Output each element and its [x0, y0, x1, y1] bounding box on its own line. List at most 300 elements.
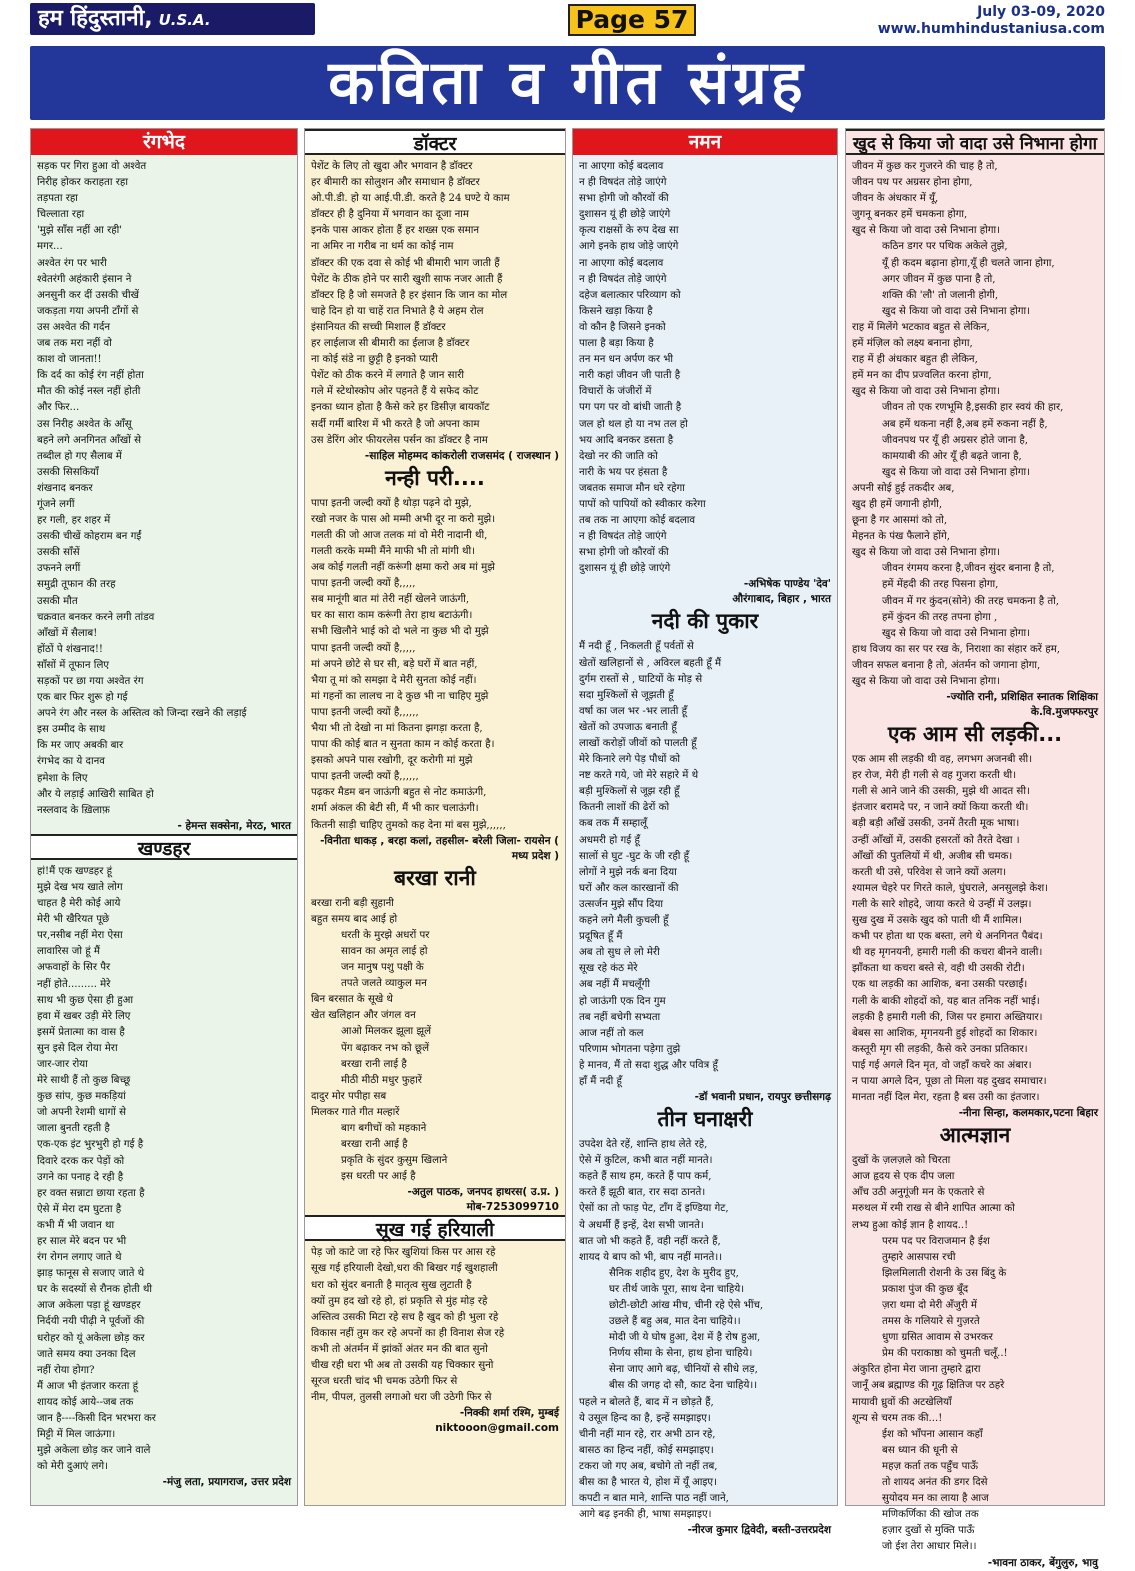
poem-line: जीवन के अंधकार में यूँ,	[852, 193, 939, 205]
poem-line: थी वह मृगनयनी, हमारी गली की कचरा बीनने वाली।	[852, 947, 1043, 959]
poem-line: इनके पास आकर होता हैं हर शख्स एक समान	[311, 225, 480, 237]
brand-suffix: U.S.A.	[158, 11, 211, 29]
poem-credit: -भावना ठाकर, बेंगुलुरु, भावु	[987, 1556, 1098, 1569]
poem-line: चीनी नहीं मान रहे, रार अभी ठान रहे,	[579, 1428, 716, 1440]
poem-title: खण्डहर	[31, 834, 297, 860]
poem-line: निर्णय सीमा के सेना, हाथ होना चाहिये।	[609, 1348, 753, 1360]
poem-line: उसकी साँसें	[37, 547, 80, 559]
poem-line: सड़क पर गिरा हुआ वो अश्वेत	[37, 161, 147, 172]
poem-credit: -मंजु लता, प्रयागराज, उत्तर प्रदेश	[162, 1476, 291, 1489]
poem-line: हाँ मैं नदी हूँ	[579, 1075, 622, 1087]
poem-line: तो शायद अनंत की डगर दिसे	[882, 1477, 988, 1489]
poem-line: झाँकता था कचरा बस्ते से, वही थी उसकी रोटी।	[852, 963, 1025, 975]
poem-line: खुद से किया जो वादा उसे निभाना होगा।	[852, 547, 1000, 559]
poem-line: प्रकाश पुंज की कुछ बूँद	[882, 1283, 969, 1295]
poem-credit: -साहिल मोहम्मद कांकरोली राजसमंद ( राजस्थान )	[364, 449, 559, 462]
poem-line: देखो नर की जाति को	[579, 450, 658, 462]
poem-line: ये उसूल हिन्द का है, इन्हें समझाइए।	[579, 1412, 711, 1424]
poem-line: अब नहीं मैं मचलूँगी	[579, 979, 650, 991]
poem-line: पग पग पर वो बांधी जाती है	[579, 402, 682, 414]
poem-line: जार-जार रोया	[37, 1058, 88, 1070]
poem-line: खुद से किया जो वादा उसे निभाना होगा।	[882, 305, 1030, 317]
poem-line: उत्सर्जन मुझे सौंप दिया	[579, 898, 664, 910]
poem-line: भैया भी तो देखो ना मां कितना झगड़ा करता है,	[311, 723, 483, 734]
poem-line: घर का सारा काम करूंगी तेरा हाथ बटाऊंगी।	[311, 610, 473, 622]
poem-line: जकड़ता गया अपनी टाँगों से	[37, 305, 139, 317]
poem-line: किसने खड़ा किया है	[579, 305, 653, 317]
poem-line: अब तो सुध ले लो मेरी	[579, 947, 660, 959]
column-4	[845, 128, 1105, 1569]
poem-line: वर्षा का जल भर -भर लाती हूँ	[579, 705, 688, 717]
poem-line: चक्रवात बनकर करने लगी तांडव	[37, 611, 155, 623]
poem-line: उसकी मौत	[37, 595, 78, 607]
poem-line: करते हैं झूठी बात, रार सदा ठानते।	[579, 1187, 706, 1199]
poem-line: बिन बरसात के सूखे थे	[311, 994, 393, 1006]
issue-date: July 03-09, 2020	[977, 4, 1105, 20]
poem-title: नदी की पुकार	[651, 609, 759, 634]
poem-line: कि दर्द का कोई रंग नहीं होता	[37, 370, 144, 382]
poem-line: ओ.पी.डी. हो या आई.पी.डी. करते है 24 घण्टे ये काम	[311, 193, 510, 205]
poem-line: बरखा रानी लाई है	[341, 1058, 407, 1070]
poem-line: हर रोज, मेरी ही गली से वह गुजरा करती थी।	[852, 770, 1017, 782]
poem-line: घरों और कल कारखानों की	[579, 882, 679, 894]
poem-line: रखो नजर के पास ओ मम्मी अभी दूर ना करो मुझे।	[311, 513, 496, 525]
poem-line: मायावी ध्रुवों की अटखेलियाँ	[852, 1396, 952, 1408]
poem-line: दहेज बलात्कार परिव्याग को	[579, 289, 681, 301]
poem-line: उसकी चीखें कोहराम बन गईं	[37, 531, 142, 543]
poem-line: पाला है बड़ा किया है	[579, 338, 654, 350]
poem-title: रंगभेद	[31, 129, 297, 155]
poem-line: कितनी लाशों की ढेरों को	[579, 802, 670, 814]
poem-line: सुयोदय मन का लाया है आज	[882, 1493, 989, 1505]
section-banner	[30, 46, 1105, 120]
poem-line: हाथ विजय का सर पर रख के, निराशा का संहार करें हम,	[852, 643, 1060, 655]
poem-line: सैनिक शहीद हुए, देश के मुरीद हुए,	[609, 1267, 739, 1279]
poem-line: जुगनू बनकर हमें चमकना होगा,	[852, 209, 968, 221]
poem-line: सूख गई हरियाली देखो,धरा की बिखर गई खुशहाली	[311, 1263, 498, 1275]
poem-line: इस धरती पर आई है	[341, 1171, 416, 1183]
poem-line: नीम, पीपल, तुलसी लगाओ धरा जी उठेगी फिर से	[311, 1392, 492, 1404]
poem-title: एक आम सी लड़की...	[887, 722, 1063, 747]
poem-line: गली के बाकी शोहदों को, यह बात तनिक नहीं भाई।	[852, 995, 1040, 1007]
poem-credit: -ज्योति रानी, प्रशिक्षित स्नातक शिक्षिका	[946, 691, 1098, 704]
poem-line: अंकुरित होना मेरा जाना तुम्हारे द्वारा	[852, 1364, 981, 1376]
poem-line: हर बीमारी का सोलुशन और समाधान है डॉक्टर	[311, 177, 480, 189]
poem-line: गूंजने लगीं	[37, 498, 75, 510]
poem-line: खुद से किया जो वादा उसे निभाना होगा।	[882, 466, 1030, 478]
poem-line: परम पद पर विराजमान है ईश	[882, 1235, 990, 1247]
poem-line: मां अपने छोटे से घर सी, बड़े घरों में बात नहीं,	[311, 658, 478, 670]
poem-line: पढ़कर मैडम बन जाऊंगी बहुत से नोट कमाऊंगी,	[311, 787, 487, 799]
poem-line: अनसुनी कर दीं उसकी चीखें	[37, 289, 139, 301]
poem-line: शायद कोई आये--जब तक	[37, 1396, 134, 1408]
poem-title: खुद से किया जो वादा उसे निभाना होगा	[846, 129, 1104, 155]
column-1	[30, 128, 298, 1506]
poem-line: बड़ी बड़ी आँखें उसकी, उनमें तैरती मूक भाषा।	[852, 818, 1020, 830]
poem-line: आज नहीं तो कल	[579, 1027, 644, 1039]
poem-line: जीवन में कुछ कर गुजरने की चाह है तो,	[852, 161, 998, 172]
poem-line: हां!मैं एक खण्डहर हूं	[37, 865, 113, 877]
poem-line: सूख रहे कंठ मेरे	[579, 963, 638, 975]
poem-line: प्रदूषित हूँ मैं	[579, 931, 623, 943]
poem-line: बासठ का हिन्द नहीं, कोई समझाइए।	[579, 1444, 714, 1456]
poem-line: चाहे दिन हो या चाहें रात निभाते है ये अहम रोल	[311, 305, 484, 317]
poem-line: पापा इतनी जल्दी क्यों है,,,,,,	[311, 706, 419, 718]
poem-line: निर्दयी नयी पीढ़ी ने पूर्वजों की	[37, 1316, 145, 1328]
poem-line: खुद से किया जो वादा उसे निभाना होगा।	[852, 225, 1000, 237]
poem-line: खेत खलिहान और जंगल वन	[311, 1010, 416, 1022]
poem-line: श्वेतरंगी अहंकारी इंसान ने	[37, 273, 132, 285]
poem-line: हमें मन का दीप प्रज्वलित करना होगा,	[852, 370, 992, 382]
poem-line: सड़कों पर छा गया अश्वेत रंग	[37, 676, 144, 687]
poem-line: मीठी मीठी मधुर फुहारें	[341, 1074, 422, 1086]
poem-title: डॉक्टर	[305, 129, 565, 155]
poem-line: इनका ध्यान होता है कैसे करे हर डिसीज़ बायकॉट	[311, 402, 490, 414]
poem-line: सावन का अमृत लाई हो	[341, 945, 428, 957]
poem-line: बाग बगीचों को महकाने	[341, 1122, 427, 1134]
poem-line: नष्ट करते गये, जो मेरे सहारे में थे	[579, 770, 699, 782]
poem-line: और फिर...	[37, 402, 80, 414]
poem-line: करती थी उसे, परिवेश से जाने क्यों अलग।	[852, 866, 1007, 878]
poem-line: शर्मा अंकल की बेटी सी, मैं भी कार चलाऊंगी।	[311, 803, 479, 815]
poem-line: तुम्हारे आसपास रची	[882, 1251, 956, 1263]
poem-line: उगने का पनाह दे रही है	[37, 1171, 124, 1183]
poem-line: हो जाऊंगी एक दिन गुम	[579, 995, 666, 1007]
poem-credit: -नीना सिन्हा, कलमकार,पटना बिहार	[958, 1107, 1098, 1120]
poem-line: कपटी न बात माने, शान्ति पाठ नहीं जाने,	[579, 1493, 729, 1505]
poem-line: बरखा रानी आई है	[341, 1139, 408, 1151]
poem-line: सेना जाए आगे बढ़, चीनियों से सीधे लड़,	[609, 1364, 758, 1376]
poem-line: सब मानूंगी बात मां तेरी नहीं खेलने जाऊंगी,	[311, 594, 470, 606]
poem-line: गलती करके मम्मी मैंने माफी भी तो मांगी थी।	[311, 545, 476, 557]
poem-line: दुर्गम रास्तों से , घाटियों के मोड़ से	[579, 673, 703, 685]
poem-title: नन्ही परी....	[385, 465, 485, 490]
poem-line: मिलकर गाते गीत मल्हारें	[311, 1106, 400, 1118]
poem-credit-place: के.वि.मुजफ्फरपुर	[1030, 706, 1098, 719]
poem-line: कभी तो अंतर्मन में झांकों अंतर मन की बात सुनो	[311, 1343, 488, 1355]
poem-line: मोदी जी ये घोष हुआ, देश में है रोष हुआ,	[609, 1332, 761, 1344]
poem-line: मैं आज भी इंतजार करता हूं	[37, 1380, 139, 1392]
poem-line: ना अमिर ना गरीब ना धर्म का कोई नाम	[311, 241, 454, 253]
poem-body	[305, 492, 565, 834]
poem-line: मौत की कोई नस्ल नहीं होती	[37, 386, 141, 398]
poem-line: और ये लड़ाई आखिरी साबित हो	[37, 788, 154, 800]
poem-line: जो अपनी रेशमी धागों से	[37, 1107, 127, 1119]
poem-line: दुशासन यूं ही छोड़े जाएंगे	[579, 563, 671, 575]
poem-line: धरोहर को यूं अकेला छोड़ कर	[37, 1332, 145, 1344]
poem-line: गले में स्टेथोस्कोप ओर पहनते हैं ये सफेद कोट	[311, 386, 479, 398]
poem-line: अपने रंग और नस्ल के अस्तित्व को जिन्दा रखने की लड़ाई	[37, 708, 247, 720]
poem-line: महज़ कर्ता तक पहुँच पाऊँ	[882, 1460, 979, 1472]
poem-credit: -अभिषेक पाण्डेय 'देव'	[743, 578, 831, 591]
poem-line: मेहनत के पंख फैलाने होंगे,	[852, 531, 950, 543]
poem-line: पापों को पापियों को स्वीकार करेगा	[579, 498, 706, 510]
poem-line: बात जो भी कहते हैं, वही नहीं करते हैं,	[579, 1235, 721, 1247]
poem-line: एक-एक इंट भुरभुरी हो गई है	[37, 1139, 144, 1151]
poem-line: सुख दुख में उसके खुद को पाती थी मैं शामिल।	[852, 915, 1022, 927]
section-title: कविता व गीत संग्रह	[328, 48, 807, 118]
poem-line: ना कोई संडे ना छुट्टी है इनको प्यारी	[311, 354, 438, 366]
poem-title: तीन घनाक्षरी	[657, 1107, 753, 1132]
poem-line: तब तक ना आएगा कोई बदलाव	[579, 515, 696, 527]
poem-line: नस्लवाद के ख़िलाफ़	[37, 804, 110, 816]
poem-line: मुझे देख भय खाते लोग	[37, 881, 123, 893]
poem-line: अस्तित्व उसकी मिटा रहे सच है खुद को ही भुला रहे	[311, 1311, 499, 1323]
poem-line: हर लाईलाज सी बीमारी का ईलाज है डॉक्टर	[311, 338, 470, 350]
poem-line: झाड़ फानूस से सजाए जाते थे	[37, 1268, 145, 1280]
poem-line: कस्तूरी मृग सी लड़की, कैसे करे उनका प्रतिकार।	[852, 1043, 1028, 1055]
poem-line: धुणा ग्रसित आवाम से उभरकर	[882, 1332, 993, 1344]
poem-credit: -नीरज कुमार द्विवेदी, बस्ती-उत्तरप्रदेश	[687, 1524, 831, 1537]
poem-line: खुद से किया जो वादा उसे निभाना होगा।	[852, 676, 1000, 687]
poem-body	[573, 635, 837, 1090]
poem-line: सालों से घुट -घुट के जी रही हूँ	[579, 850, 690, 862]
poem-line: इसमें प्रेतात्मा का वास है	[37, 1026, 125, 1038]
poem-line: आँच उठी अनुगूंजी मन के एकतारे से	[852, 1187, 985, 1199]
poem-line: बीस की जगह दो सौ, काट देना चाहिये।।	[609, 1380, 758, 1392]
poem-line: 'मुझे साँस नहीं आ रही'	[37, 225, 123, 237]
poem-line: आँखों में सैलाब!	[37, 627, 98, 639]
poem-line: मुझे अकेला छोड़ कर जाने वाले	[37, 1445, 151, 1457]
poem-line: ना आएगा कोई बदलाव	[579, 257, 664, 269]
poem-line: जीवन में गर कुंदन(सोने) की तरह चमकना है तो,	[882, 595, 1060, 607]
poem-line: चिल्लाता रहा	[37, 209, 85, 221]
poem-line: खुद से किया जो वादा उसे निभाना होगा।	[852, 386, 1000, 398]
poem-line: खुद ही हमें जगानी होगी,	[852, 498, 943, 510]
poem-credit: - हेमन्त सक्सेना, मेरठ, भारत	[177, 819, 291, 832]
poem-line: उछले हैं बहु अब, मात देना चाहिये।।	[609, 1316, 741, 1328]
poem-line: विचारों के जंजीरों में	[579, 386, 652, 398]
poem-line: जानूँ अब ब्रह्माण्ड की गूढ़ क्षितिज पर ठहरे	[852, 1380, 1005, 1392]
poem-line: सूरज धरती चांद भी चमक उठेगी फिर से	[311, 1376, 458, 1388]
poem-line: पापा इतनी जल्दी क्यों है,,,,,	[311, 642, 416, 654]
poem-line: तन मन धन अर्पण कर भी	[579, 354, 674, 366]
poem-line: उपदेश देते रहें, शान्ति हाथ लेते रहे,	[579, 1139, 708, 1151]
poem-line: छोटी-छोटी आंख मीच, चीनी रहे ऐसे भींच,	[609, 1300, 764, 1311]
poem-title: आत्मज्ञान	[939, 1123, 1011, 1148]
poem-line: बड़ी मुश्किलों से जूझ रही हूँ	[579, 786, 680, 798]
poem-body	[305, 1241, 565, 1406]
poem-line: सभी खिलौने भाई को दो भले ना कुछ भी दो मुझे	[311, 626, 489, 638]
poem-line: आँखों की पुतलियों में थी, अजीब सी चमक।	[852, 850, 1013, 862]
column-2	[304, 128, 566, 1506]
poem-line: छूना है गर आसमां को तो,	[852, 515, 948, 527]
poem-line: एक था लड़की का आशिक, बना उसकी परछाईं।	[852, 979, 1028, 991]
poem-line: जीवन रंगमय करना है,जीवन सुंदर बनाना है तो,	[882, 563, 1055, 575]
poem-line: लोगों ने मुझे नर्क बना दिया	[579, 866, 677, 878]
poem-line: शक्ति की 'लौ' तो जलानी होगी,	[882, 289, 999, 301]
poem-line: घर के सदस्यों से रौनक होती थी	[37, 1284, 153, 1296]
poem-line: जाला बुनती रहती है	[37, 1123, 110, 1135]
poem-line: श्यामल चेहरे पर गिरते काले, घुंघराले, अनसुलझे केश।	[852, 882, 1049, 894]
poem-line: अफवाहों के सिर पैर	[37, 962, 111, 974]
poem-line: कामयाबी की ओर यूँ ही बढ़ते जाना है,	[882, 450, 1022, 462]
poem-line: खुद से किया जो वादा उसे निभाना होगा।	[882, 627, 1030, 639]
poem-line: जबतक समाज मौन धरे रहेगा	[579, 482, 685, 494]
poem-line: इस उम्मीद के साथ	[37, 724, 106, 736]
poem-line: झिलमिलाती रोशनी के उस बिंदु के	[882, 1267, 1007, 1279]
poem-line: हमें मेंहदी की तरह पिसना होगा,	[882, 579, 999, 591]
poem-line: दादुर मोर पपीहा सब	[311, 1090, 387, 1102]
poem-line: कहने लगे मैली कुचली हूँ	[579, 915, 669, 927]
poem-line: हर वक्त सन्नाटा छाया रहता है	[37, 1187, 145, 1199]
poem-line: शून्य से चरम तक की...!	[852, 1412, 943, 1424]
poem-line: काश वो जानता!!	[37, 354, 102, 366]
poem-line: प्रेम की पराकाष्ठा को चुमती चलूँ..!	[882, 1348, 1008, 1360]
poem-line: हमें कुंदन की तरह तपना होगा ,	[882, 611, 998, 623]
poem-line: क्यों तुम हद खो रहे हो, हां प्रकृति से मुंह मोड़ रहे	[311, 1295, 488, 1307]
poem-line: मेरे किनारे लगे पेड़ पौधों को	[579, 754, 681, 766]
poem-line: मरुथल में रमी राख से बीने शापित आत्मा को	[852, 1203, 1015, 1215]
poem-line: कि मर जाए अबकी बार	[37, 740, 124, 752]
page-number: Page 57	[568, 4, 696, 36]
poem-credit-email[interactable]: niktooon@gmail.com	[435, 1422, 559, 1435]
poem-line: अब हमें थकना नहीं है,अब हमें रुकना नहीं है,	[882, 418, 1048, 430]
poem-line: टकरा जो गए अब, बचोगे तो नहीं तब,	[579, 1460, 718, 1472]
poem-line: को मेरी दुआएं लगे।	[37, 1461, 109, 1473]
poem-line: बेबस सा आशिक, मृगनयनी हुई शोहदों का शिकार।	[852, 1027, 1038, 1039]
poem-line: समुद्री तूफान की तरह	[37, 579, 116, 591]
poem-line: निरीह होकर कराहता रहा	[37, 177, 128, 189]
website-url[interactable]: www.humhindustaniusa.com	[877, 21, 1105, 37]
poem-line: आगे बढ़ इनकी ही, भाषा समझाइए।	[579, 1509, 712, 1521]
poem-line: राह में ही अंधकार बहुत ही लेकिन,	[852, 354, 978, 366]
poem-line: पापा इतनी जल्दी क्यों है,,,,,,	[311, 771, 419, 783]
poem-credit: -डॉ भवानी प्रधान, रायपुर छत्तीसगढ़	[694, 1091, 831, 1104]
poem-line: मगर...	[37, 241, 63, 253]
poem-line: अपनी सोई हुई तकदीर अब,	[852, 482, 955, 494]
poem-line: बहुत समय बाद आई हो	[311, 913, 398, 925]
poem-line: एक आम सी लड़की थी वह, लगभग अजनबी सी।	[852, 754, 1033, 766]
newspaper-brand	[30, 3, 315, 35]
poem-line: जल हो थल हो या नभ तल हो	[579, 418, 688, 430]
poem-line: ईश को भाँपना आसान कहाँ	[882, 1428, 983, 1440]
poem-line: गली से आने जाने की उसकी, मुझे थी आदत सी।	[852, 786, 1030, 798]
poem-line: बस ध्यान की धूनी से	[882, 1444, 958, 1456]
poem-line: पापा की कोई बात न सुनता काम न कोई करता है।	[311, 739, 495, 751]
poem-line: होंठों पे शंखनाद!!	[37, 643, 104, 655]
poem-line: हमें मंज़िल को लक्ष्य बनाना होगा,	[852, 338, 973, 350]
poem-line: पर,नसीब नहीं मेरा ऐसा	[37, 930, 123, 942]
poem-body	[573, 1133, 837, 1523]
poem-line: बरखा रानी बड़ी सुहानी	[311, 897, 394, 909]
poem-line: ना आएगा कोई बदलाव	[579, 161, 664, 172]
poem-line: भैया तू मां को समझा दे मेरी सुनता कोई नहीं।	[311, 674, 477, 686]
poem-line: ये अधर्मी हैं इन्हें, देश सभी जानते।	[579, 1219, 704, 1231]
poem-line: जीवन पथ पर अग्रसर होना होगा,	[852, 177, 973, 189]
poem-line: यूँ ही कदम बढ़ाना होगा,यूँ ही चलते जाना होगा,	[882, 257, 1055, 269]
poem-line: हमेशा के लिए	[37, 772, 88, 784]
poem-line: कठिन डगर पर पथिक अकेले तुझे,	[882, 241, 1008, 253]
poem-line: कब तक मैं सम्हालूँ	[579, 818, 647, 830]
poem-title: बरखा रानी	[394, 865, 476, 890]
poem-line: हे मानव, मैं तो सदा शुद्ध और पवित्र हूँ	[579, 1059, 718, 1071]
poem-line: घर तीर्थ जाके पूरा, साथ देना चाहिये।	[609, 1283, 745, 1295]
poem-line: विकास नहीं तुम कर रहे अपनों का ही विनाश सेज रहे	[311, 1327, 505, 1339]
poem-line: उसकी सिसकियाँ	[37, 466, 99, 478]
poem-line: शायद ये बाप को भी, बाप नहीं मानते।।	[579, 1251, 723, 1263]
poem-line: शंखनाद बनकर	[37, 482, 93, 494]
poem-line: न ही विषदंत तोड़े जाएंगे	[579, 531, 667, 543]
poem-line: रंग रोगन लगाए जाते थे	[37, 1252, 122, 1264]
poem-line: दिवारे दरक कर पेड़ों को	[37, 1155, 125, 1167]
poem-line: खेतों को उपजाऊ बनाती हूँ	[579, 721, 677, 733]
poem-line: पेशेंट के लिए तो खुदा और भगवान है डॉक्टर	[311, 161, 473, 172]
poem-line: जीवन सफल बनाना है तो, अंतर्मन को जगाना होगा,	[852, 659, 1041, 671]
poem-line: उस अश्वेत की गर्दन	[37, 321, 111, 333]
poem-line: पापा इतनी जल्दी क्यों है थोड़ा पढ़ने दो मुझे,	[311, 497, 472, 509]
poem-line: मां गहनों का लालच ना दे कुछ भी ना चाहिए मुझे	[311, 690, 489, 702]
poem-line: पेंग बढ़ाकर नभ को छूलें	[341, 1042, 429, 1054]
poem-credit: -अतुल पाठक, जनपद हाथरस( उ.प्र. )	[407, 1186, 559, 1199]
poem-line: अगर जीवन में कुछ पाना है तो,	[882, 273, 996, 285]
poem-line: इंतजार बरामदे पर, न जाने क्यों किया करती थी।	[852, 802, 1029, 814]
poem-line: पेशेंट के ठीक होने पर सारी खुशी साफ नजर आती हैं	[311, 273, 503, 285]
poem-line: मिट्टी में मिल जाऊंगा।	[37, 1429, 116, 1441]
poem-body	[305, 155, 565, 449]
poem-body	[846, 748, 1104, 1106]
poem-credit-phone: मोब-7253099710	[466, 1201, 559, 1214]
poem-credit-place: औरंगाबाद, बिहार , भारत	[732, 593, 831, 606]
poem-line: कृत्य राक्षसों के रुप देख सा	[579, 225, 679, 237]
poem-line: लाखों करोड़ों जीवों को पालती हूँ	[579, 738, 697, 749]
poem-line: जब तक मरा नहीं वो	[37, 338, 112, 350]
poem-line: दुखों के ज़लज़ले को चिरता	[852, 1155, 951, 1167]
poem-line: बहने लगे अनगिनत आँखों से	[37, 434, 142, 446]
poem-line: न ही विषदंत तोड़े जाएंगे	[579, 177, 667, 189]
masthead	[0, 0, 1135, 42]
poem-line: आज अकेला पड़ा हूं खण्डहर	[37, 1300, 141, 1312]
poem-title: नमन	[573, 129, 837, 155]
poem-line: चाहत है मेरी कोई आये	[37, 898, 121, 910]
poem-line: कुछ सांप, कुछ मकड़ियां	[37, 1091, 126, 1103]
poem-body	[31, 860, 297, 1476]
poem-line: धरा को सुंदर बनाती है मातृत्व सुख लुटाती है	[311, 1279, 472, 1291]
poem-line: तब्दील हो गए सैलाब में	[37, 450, 122, 462]
poem-line: तड़पता रहा	[37, 193, 78, 205]
poem-line: हर गली, हर शहर में	[37, 515, 111, 527]
poem-line: लड़की है हमारी गली की, जिस पर हमारा अख्तियार।	[852, 1011, 1043, 1023]
poem-line: उन्हीं आँखों में, उसकी हसरतों को तैरते देखा ।	[852, 834, 1020, 846]
poem-line: हवा में खबर उड़ी मेरे लिए	[37, 1010, 131, 1022]
poem-line: प्रकृति के सुंदर कुसुम खिलाने	[341, 1155, 448, 1167]
poem-line: लावारिस जो हूं मैं	[37, 946, 100, 958]
poem-line: परिणाम भोगतना पड़ेगा तुझे	[579, 1043, 681, 1055]
poem-line: साँसों में तूफान लिए	[37, 659, 109, 671]
poem-line: जान है----किसी दिन भरभरा कर	[37, 1413, 156, 1425]
poem-line: मानता नहीं दिल मेरा, रहता है बस उसी का इंतजार।	[852, 1092, 1040, 1104]
poem-line: डॉक्टर ही है दुनिया में भगवान का दूजा नाम	[311, 209, 469, 221]
poem-line: लभ्य हुआ कोई ज्ञान है शायद..!	[852, 1219, 969, 1231]
poem-line: पाई गई अगले दिन मृत, वो जहाँ कचरे का अंबार।	[852, 1059, 1032, 1071]
poem-line: गली के सारे शोहदे, जाया करते थे उन्हीं में उलझ।	[852, 898, 1032, 910]
poem-line: तब नहीं बचेगी सभ्यता	[579, 1011, 661, 1023]
poem-line: मेरी भी खैरियत पूछे	[37, 914, 110, 926]
poem-line: धरती के मुरझे अधरों पर	[341, 929, 430, 941]
poem-line: उफनने लगीं	[37, 563, 81, 575]
poem-line: इसको अपने पास रखोगी, दूर करोगी मां मुझे	[311, 755, 473, 767]
poem-line: सर्दी गर्मी बारिश में भी करते है जो अपना काम	[311, 418, 480, 430]
poem-line: ज़रा थमा दो मेरी अँजुरी में	[882, 1300, 977, 1311]
poem-line: सभा होगी जो कौरवों की	[579, 193, 669, 205]
poem-line: तमस के गलियारे से गुज़रते	[882, 1316, 980, 1328]
poem-line: एक बार फिर शुरू हो गई	[37, 692, 128, 704]
poem-body	[31, 155, 297, 819]
poem-line: पापा इतनी जल्दी क्यों है,,,,,	[311, 578, 416, 590]
poem-line: आज हृदय से एक दीप जला	[852, 1171, 955, 1183]
column-3	[572, 128, 838, 1537]
poem-line: अब कोई गलती नहीं करूंगी क्षमा करो अब मां मुझे	[311, 562, 495, 574]
